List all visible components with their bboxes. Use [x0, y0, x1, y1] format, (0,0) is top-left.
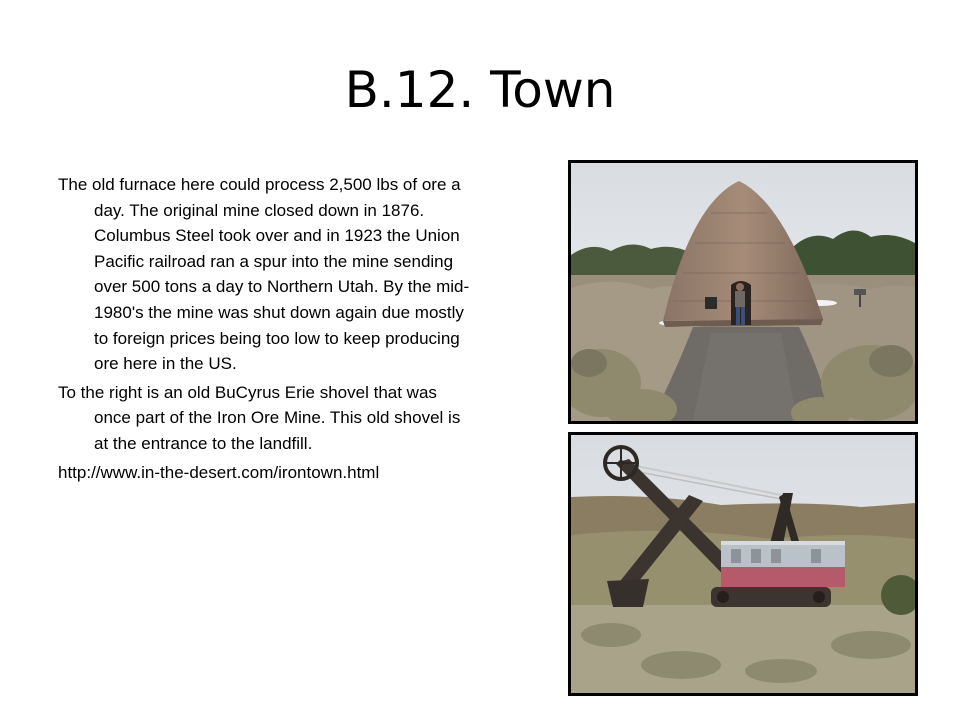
- paragraph-furnace-history: The old furnace here could process 2,500 lbs of ore a day. The original mine closed down in 1876. Columbus Steel took over and in 1923 the Union Pacific railroad ran a spur into the mine sending over 500 tons a day to Northern Utah. By the mid-1980's the mine was shut down again due mostly to foreign prices being too low to keep producing ore here in the US.: [58, 175, 470, 374]
- source-url: http://www.in-the-desert.com/irontown.html: [58, 462, 380, 482]
- slide-title: B.12. Town: [344, 61, 616, 119]
- slide-body-text: [58, 172, 476, 488]
- furnace-photo: [568, 160, 918, 424]
- paragraph-shovel-description: To the right is an old BuCyrus Erie shovel that was once part of the Iron Ore Mine. This old shovel is at the entrance to the landfill.: [58, 382, 461, 453]
- shovel-photo: [568, 432, 918, 696]
